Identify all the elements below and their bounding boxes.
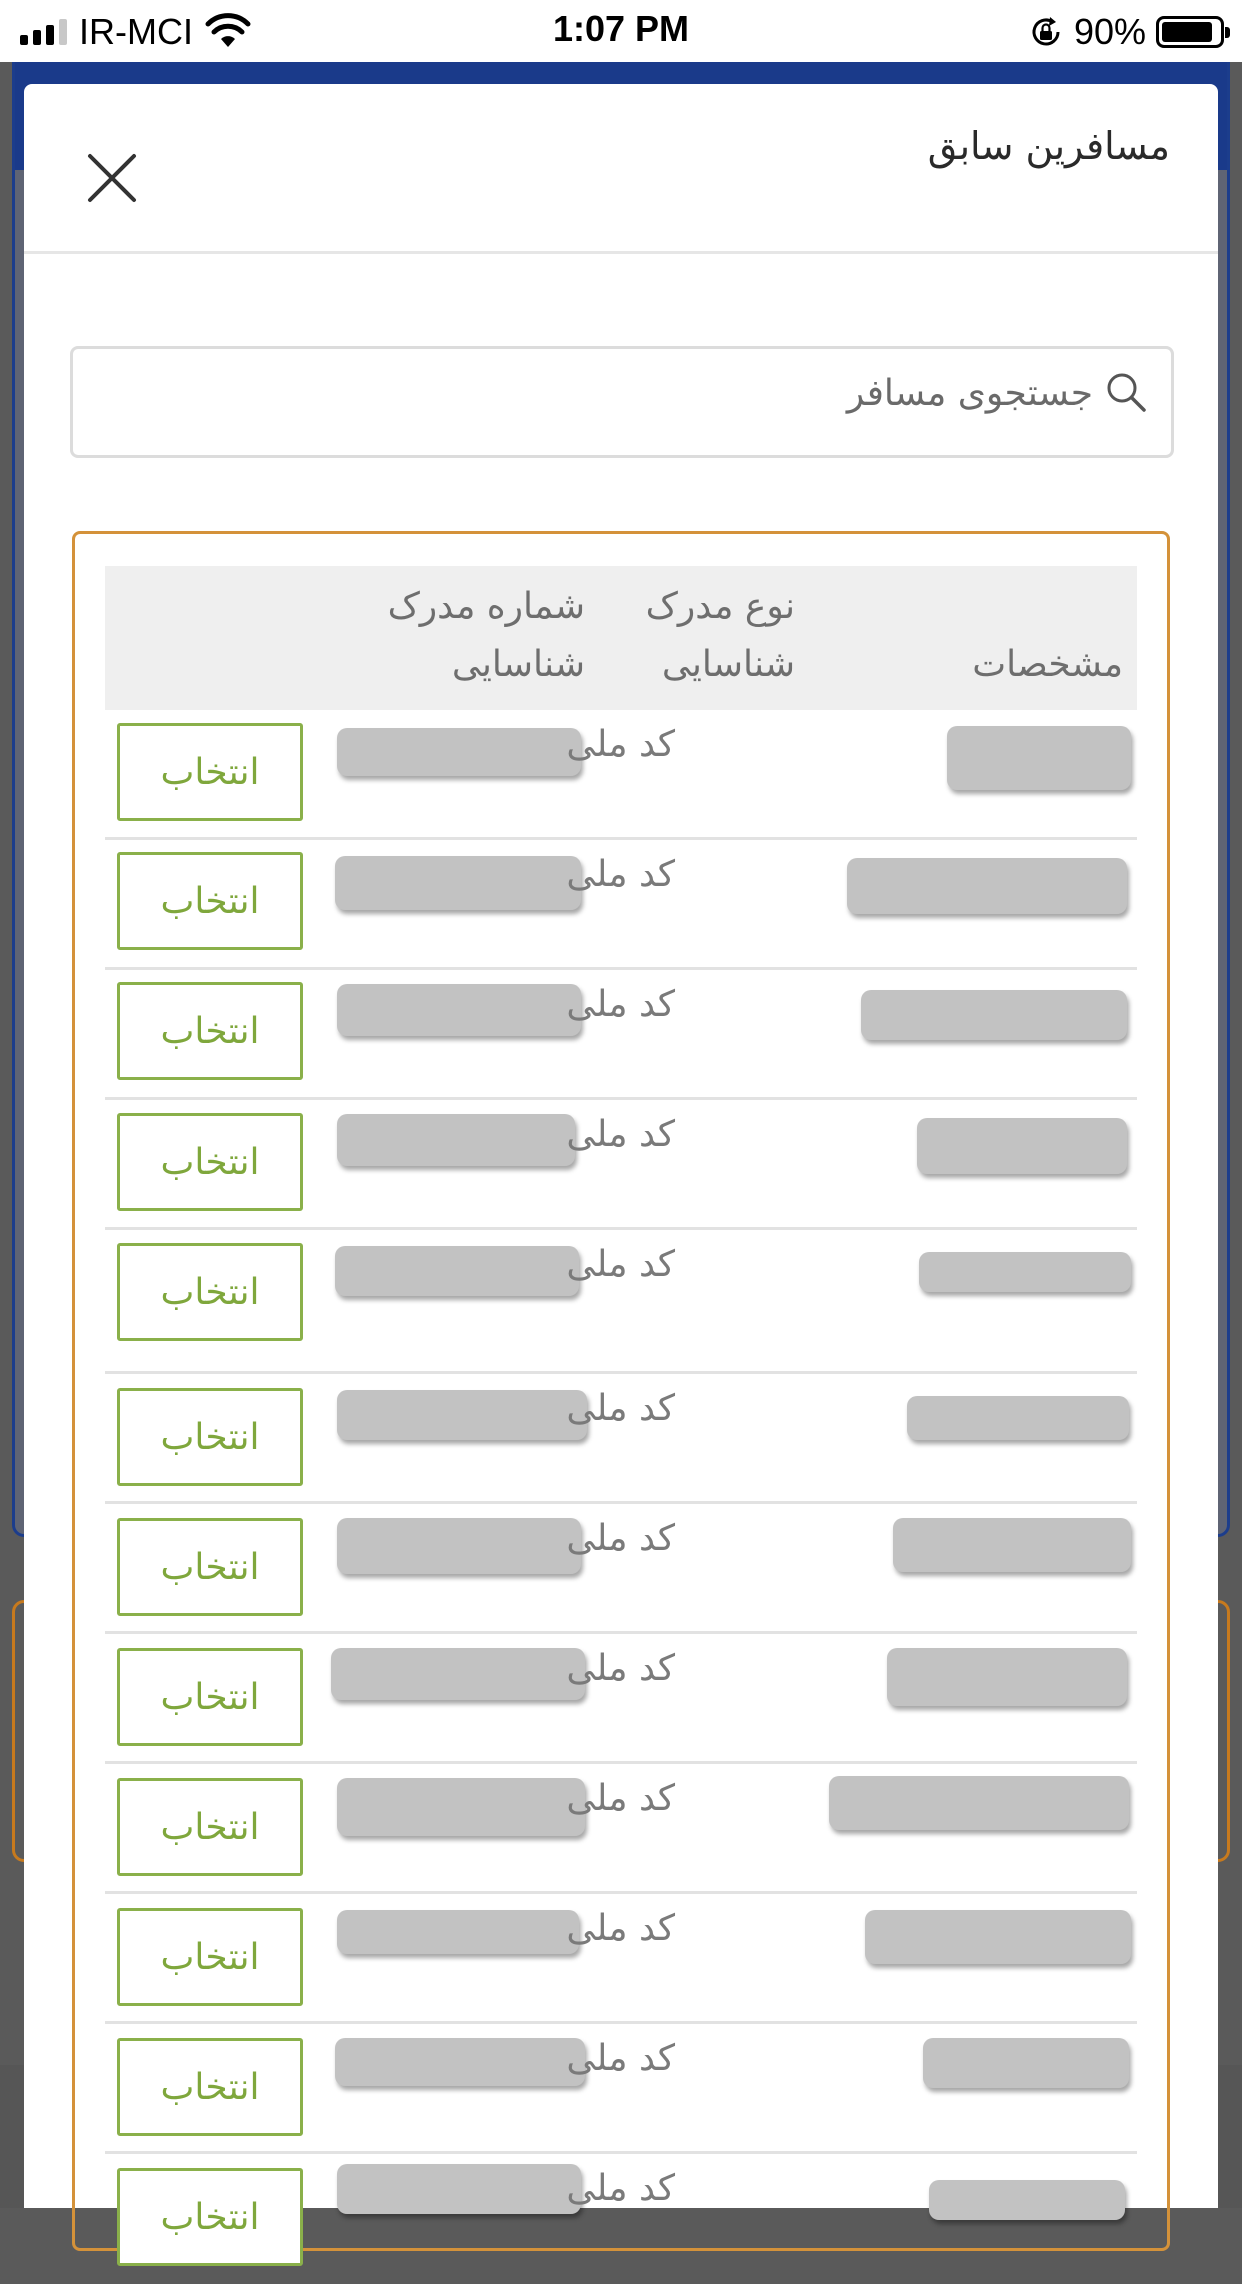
table-row: [105, 2154, 1137, 2284]
redacted-details: [865, 1910, 1131, 1964]
table-row: [105, 1504, 1137, 1634]
search-icon: [1105, 371, 1147, 413]
status-bar: [0, 0, 1242, 62]
header-details: مشخصات: [972, 644, 1123, 685]
redacted-doc-number: [337, 728, 581, 776]
search-box[interactable]: [70, 346, 1174, 458]
redacted-doc-number: [335, 1246, 579, 1296]
header-doc-type: نوع مدرک شناسایی: [645, 586, 795, 685]
redacted-details: [861, 990, 1127, 1040]
select-button[interactable]: انتخاب: [117, 2038, 303, 2136]
redacted-doc-number: [335, 856, 581, 910]
table-row: [105, 1764, 1137, 1894]
table-row: [105, 710, 1137, 840]
table-row: [105, 1374, 1137, 1504]
select-button[interactable]: انتخاب: [117, 723, 303, 821]
select-button[interactable]: انتخاب: [117, 1908, 303, 2006]
select-button[interactable]: انتخاب: [117, 982, 303, 1080]
select-button[interactable]: انتخاب: [117, 1388, 303, 1486]
doc-type: کد ملی: [566, 854, 675, 895]
doc-type: کد ملی: [566, 2038, 675, 2079]
carrier-name: IR-MCI: [79, 11, 193, 52]
redacted-doc-number: [331, 1648, 585, 1700]
status-time: 1:07 PM: [552, 8, 690, 49]
redacted-details: [917, 1118, 1127, 1174]
redacted-details: [887, 1648, 1127, 1706]
redacted-details: [829, 1776, 1129, 1830]
status-bar-right: [1028, 10, 1224, 54]
select-button[interactable]: انتخاب: [117, 1648, 303, 1746]
redacted-details: [923, 2038, 1129, 2088]
redacted-doc-number: [337, 2164, 581, 2214]
select-button[interactable]: انتخاب: [117, 1113, 303, 1211]
redacted-doc-number: [337, 1910, 579, 1954]
redacted-doc-number: [335, 2038, 585, 2086]
doc-type: کد ملی: [566, 724, 675, 765]
search-input[interactable]: [193, 367, 1093, 419]
doc-type: کد ملی: [566, 1648, 675, 1689]
battery-percent: 90%: [1073, 11, 1146, 52]
select-button[interactable]: انتخاب: [117, 1518, 303, 1616]
doc-type: کد ملی: [566, 1244, 675, 1285]
previous-passengers-modal: [24, 84, 1218, 2238]
rotation-lock-icon: [1028, 14, 1064, 50]
table-row: [105, 1100, 1137, 1230]
redacted-details: [947, 726, 1131, 790]
header-doc-number: شماره مدرک شناسایی: [387, 586, 585, 685]
redacted-details: [847, 858, 1127, 914]
doc-type: کد ملی: [566, 1114, 675, 1155]
redacted-details: [893, 1518, 1131, 1572]
table-header: [105, 566, 1137, 710]
select-button[interactable]: انتخاب: [117, 1243, 303, 1341]
modal-header: [24, 84, 1218, 254]
redacted-doc-number: [337, 1114, 575, 1166]
table-body: [105, 710, 1137, 2284]
doc-type: کد ملی: [566, 2168, 675, 2209]
doc-type: کد ملی: [566, 1778, 675, 1819]
battery-icon: [1156, 16, 1224, 48]
table-row: [105, 1230, 1137, 1374]
modal-title: مسافرین سابق: [927, 124, 1170, 168]
table-row: [105, 840, 1137, 970]
redacted-doc-number: [337, 984, 581, 1036]
select-button[interactable]: انتخاب: [117, 1778, 303, 1876]
redacted-doc-number: [337, 1390, 587, 1440]
doc-type: کد ملی: [566, 984, 675, 1025]
redacted-doc-number: [337, 1778, 585, 1836]
doc-type: کد ملی: [566, 1388, 675, 1429]
doc-type: کد ملی: [566, 1908, 675, 1949]
select-button[interactable]: انتخاب: [117, 852, 303, 950]
redacted-doc-number: [337, 1518, 581, 1574]
select-button[interactable]: انتخاب: [117, 2168, 303, 2266]
table-row: [105, 1634, 1137, 1764]
table-row: [105, 1894, 1137, 2024]
doc-type: کد ملی: [566, 1518, 675, 1559]
passengers-list: [72, 531, 1170, 2251]
battery-fill: [1162, 22, 1212, 42]
table-row: [105, 2024, 1137, 2154]
redacted-details: [919, 1252, 1131, 1292]
redacted-details: [929, 2180, 1125, 2220]
close-button[interactable]: [84, 150, 140, 206]
close-icon: [84, 150, 140, 206]
table-row: [105, 970, 1137, 1100]
redacted-details: [907, 1396, 1129, 1440]
